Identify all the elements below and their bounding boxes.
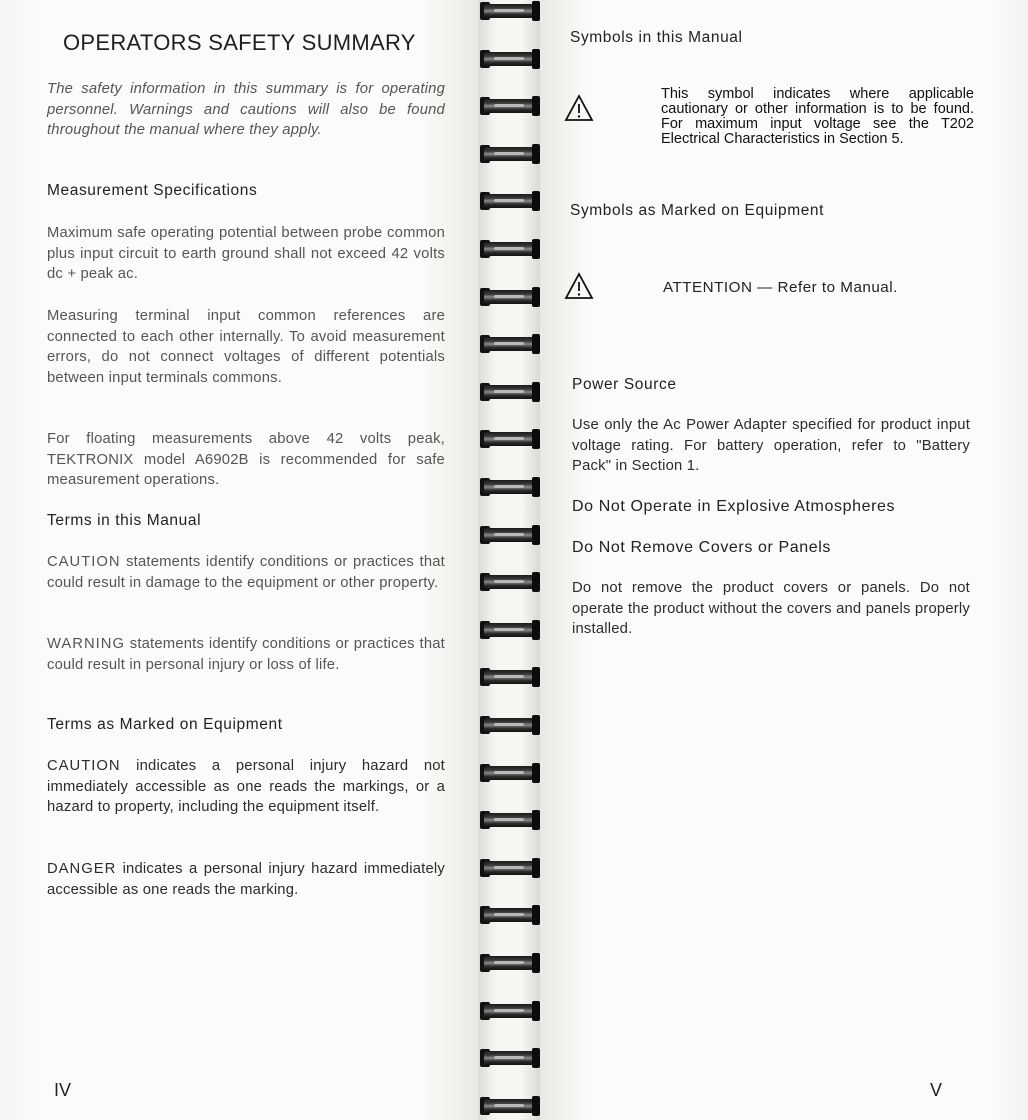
caution-equipment-text: indicates a personal injury hazard not immediately accessible as one reads the markings, or a hazard to property, including the equipment itself. (47, 758, 445, 816)
binding-ring (478, 0, 540, 22)
remove-covers-heading: Do Not Remove Covers or Panels (572, 539, 831, 556)
caution-equipment-term: CAUTION (47, 758, 121, 774)
binding-ring (478, 48, 540, 70)
binding-ring (478, 238, 540, 260)
binding-ring (478, 762, 540, 784)
binding-ring (478, 524, 540, 546)
binding-ring (478, 857, 540, 879)
power-source-text: Use only the Ac Power Adapter specified for product input voltage rating. For battery operation, refer to "Battery Pack" in Section 1. (572, 417, 970, 475)
binding-ring (478, 333, 540, 355)
measurement-paragraph-3: For floating measurements above 42 volts peak, TEKTRONIX model A6902B is recommended for safe measurement operations. (47, 431, 445, 489)
terms-on-equipment-heading: Terms as Marked on Equipment (47, 716, 283, 733)
intro-paragraph: The safety information in this summary is for operating personnel. Warnings and cautions will also be found throughout the manual where they apply. (47, 81, 445, 139)
binding-ring (478, 1095, 540, 1117)
caution-equipment-definition (47, 756, 445, 818)
symbol-explanation: This symbol indicates where applicable cautionary or other information is to be found. For maximum input voltage see the T202 Electrical Characteristics in Section 5. (661, 86, 974, 147)
binding-ring (478, 714, 540, 736)
measurement-paragraph-1: Maximum safe operating potential between probe common plus input circuit to earth ground shall not exceed 42 volts dc + peak ac. (47, 225, 445, 283)
explosive-atmospheres-heading: Do Not Operate in Explosive Atmospheres (572, 498, 896, 515)
caution-text: statements identify conditions or practices that could result in damage to the equipment or other property. (47, 554, 445, 591)
page-number-right: V (930, 1080, 943, 1100)
binding-ring (478, 1047, 540, 1069)
attention-label: ATTENTION — Refer to Manual. (663, 279, 898, 296)
terms-in-manual-heading: Terms in this Manual (47, 512, 202, 529)
caution-definition (47, 552, 445, 593)
binding-ring (478, 190, 540, 212)
binding-ring (478, 904, 540, 926)
danger-text: indicates a personal injury hazard immediately accessible as one reads the marking. (47, 861, 445, 898)
warning-text: statements identify conditions or practices that could result in personal injury or loss of life. (47, 636, 445, 673)
binding-ring (478, 952, 540, 974)
binding-ring (478, 666, 540, 688)
right-page (540, 0, 1028, 1120)
binding-ring (478, 286, 540, 308)
binding-ring (478, 381, 540, 403)
binding-ring (478, 143, 540, 165)
binding-ring (478, 809, 540, 831)
attention-triangle-icon (564, 272, 594, 300)
binding-ring (478, 1000, 540, 1022)
binding-ring (478, 428, 540, 450)
caution-term: CAUTION (47, 554, 121, 570)
page-title: OPERATORS SAFETY SUMMARY (63, 30, 416, 55)
binding-ring (478, 619, 540, 641)
binding-ring (478, 476, 540, 498)
measurement-paragraph-2: Measuring terminal input common references are connected to each other internally. To avoid measurement errors, do not connect voltages of different potentials between input terminals commons. (47, 308, 445, 386)
power-source-heading: Power Source (572, 376, 677, 393)
symbols-on-equipment-heading: Symbols as Marked on Equipment (570, 202, 825, 219)
warning-term: WARNING (47, 636, 125, 652)
binding-ring (478, 571, 540, 593)
danger-term: DANGER (47, 861, 117, 877)
warning-triangle-icon (564, 94, 594, 122)
warning-definition (47, 634, 445, 675)
binding-ring (478, 95, 540, 117)
danger-definition (47, 859, 445, 900)
symbols-in-manual-heading: Symbols in this Manual (570, 29, 743, 46)
measurement-specifications-heading: Measurement Specifications (47, 182, 258, 199)
remove-covers-text: Do not remove the product covers or panels. Do not operate the product without the covers and panels properly installed. (572, 580, 970, 638)
page-number-left: IV (54, 1080, 72, 1100)
